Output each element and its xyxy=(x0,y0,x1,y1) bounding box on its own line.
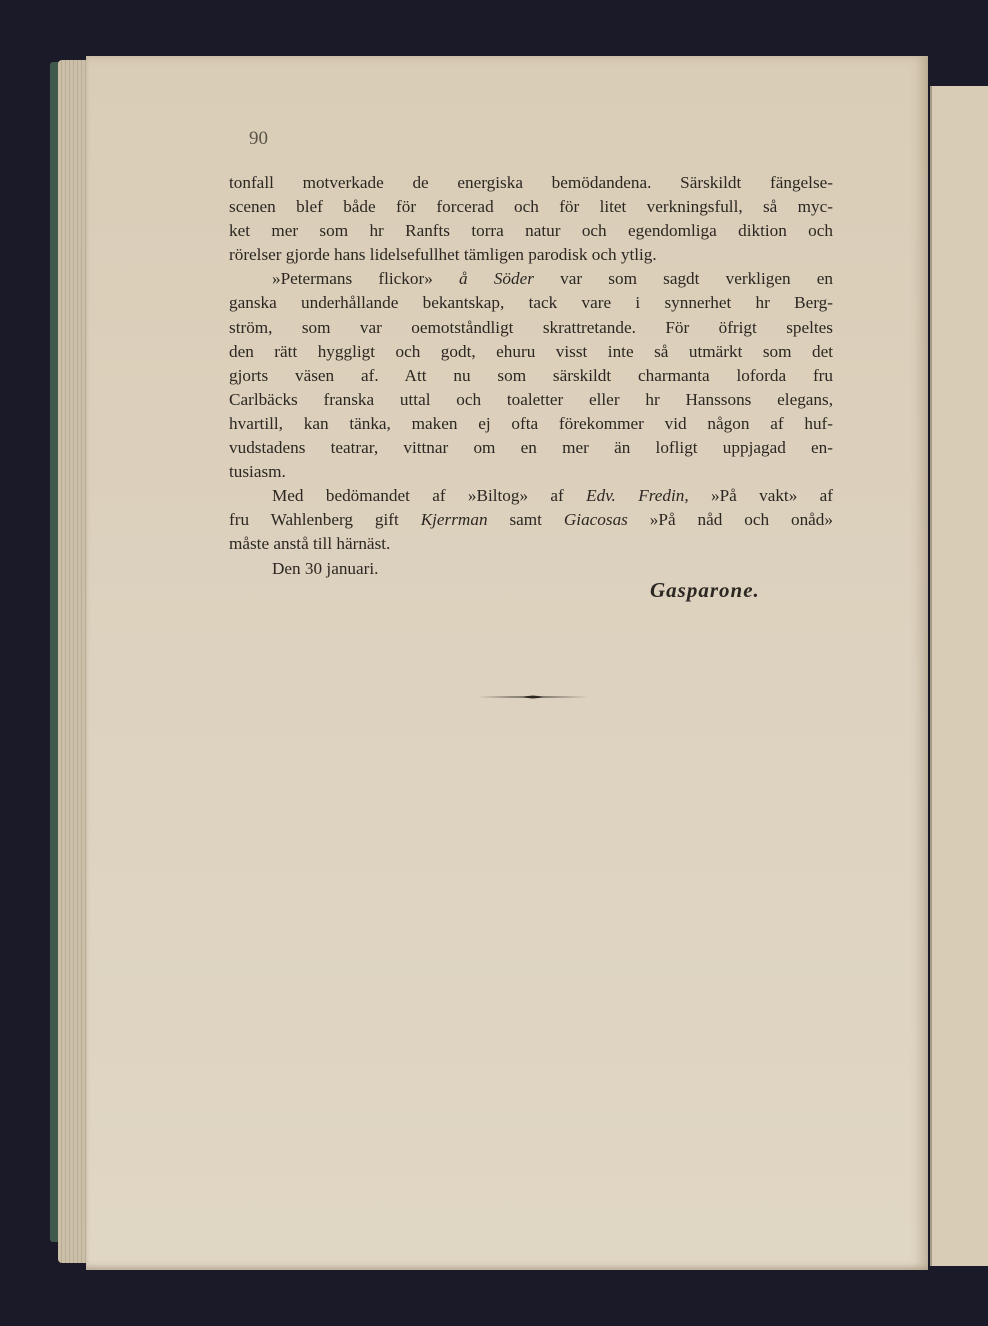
text-segment: måste anstå till härnäst. xyxy=(229,534,391,554)
ornament-divider-icon xyxy=(478,694,588,700)
page-number: 90 xyxy=(249,128,268,149)
text-line xyxy=(229,316,833,340)
text-segment: scenen blef både för forcerad och för litet verkningsfull, så myc- xyxy=(229,197,833,217)
text-line xyxy=(229,267,833,291)
text-segment: ket mer som hr Ranfts torra natur och egendomliga diktion och xyxy=(229,221,833,241)
text-line xyxy=(229,243,833,267)
text-line xyxy=(229,508,833,532)
text-segment: gjorts väsen af. Att nu som särskildt charmanta loforda fru xyxy=(229,365,833,385)
text-line xyxy=(229,484,833,508)
italic-text: Edv. Fredin, xyxy=(586,486,689,506)
text-line xyxy=(229,195,833,219)
text-line xyxy=(229,436,833,460)
text-segment: »På vakt» af xyxy=(688,486,833,506)
text-line xyxy=(229,171,833,195)
text-segment: Med bedömandet af »Biltog» af xyxy=(272,486,587,506)
text-line xyxy=(229,460,833,484)
italic-text: Kjerrman xyxy=(420,510,488,530)
text-line xyxy=(229,388,833,412)
facing-page-edge xyxy=(930,86,988,1266)
text-segment: hvartill, kan tänka, maken ej ofta förekommer vid någon af huf- xyxy=(229,413,833,433)
text-segment: »Petermans flickor» xyxy=(272,269,460,289)
text-segment: var som sagdt verkligen en xyxy=(533,269,833,289)
text-line xyxy=(229,412,833,436)
text-segment: fru Wahlenberg gift xyxy=(229,510,421,530)
body-text xyxy=(229,171,833,581)
text-segment: ganska underhållande bekantskap, tack vare i synnerhet hr Berg- xyxy=(229,293,833,313)
text-segment: tusiasm. xyxy=(229,462,286,482)
text-segment: den rätt hyggligt och godt, ehuru visst inte så utmärkt som det xyxy=(229,341,833,361)
italic-text: å Söder xyxy=(459,269,534,289)
signature: Gasparone. xyxy=(650,578,760,602)
text-segment: tonfall motverkade de energiska bemödandena. Särskildt fängelse- xyxy=(229,173,833,192)
text-segment: samt xyxy=(487,510,564,530)
text-line xyxy=(229,557,833,581)
text-line xyxy=(229,291,833,315)
text-segment: »På nåd och onåd» xyxy=(627,510,833,530)
text-segment: Carlbäcks franska uttal och toaletter eller hr Hanssons elegans, xyxy=(229,389,833,409)
text-segment: rörelser gjorde hans lidelsefullhet tämligen parodisk och ytlig. xyxy=(229,245,657,265)
text-line xyxy=(229,340,833,364)
text-line xyxy=(229,364,833,388)
text-segment: vudstadens teatrar, vittnar om en mer än lofligt uppjagad en- xyxy=(229,438,833,458)
text-line xyxy=(229,219,833,243)
italic-text: Giacosas xyxy=(563,510,628,530)
text-line xyxy=(229,532,833,556)
text-segment: ström, som var oemotståndligt skrattretande. För öfrigt speltes xyxy=(229,317,833,337)
text-segment: Den 30 januari. xyxy=(272,558,379,578)
